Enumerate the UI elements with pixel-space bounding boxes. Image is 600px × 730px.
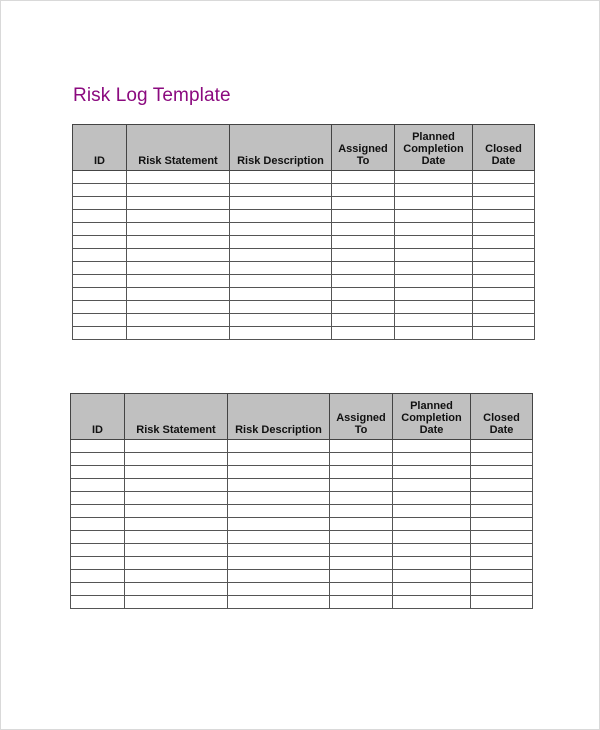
table-cell[interactable] [71,440,125,453]
table-cell[interactable] [473,223,535,236]
table-cell[interactable] [71,570,125,583]
table-cell[interactable] [471,518,533,531]
table-cell[interactable] [230,223,332,236]
table-cell[interactable] [393,453,471,466]
table-cell[interactable] [73,236,127,249]
table-cell[interactable] [125,466,228,479]
table-cell[interactable] [71,596,125,609]
table-cell[interactable] [393,596,471,609]
table-cell[interactable] [395,288,473,301]
table-cell[interactable] [71,583,125,596]
column-header-assigned-to: Assigned To [330,394,393,440]
table-cell[interactable] [332,314,395,327]
table-cell[interactable] [471,544,533,557]
column-header-id: ID [73,125,127,171]
table-cell[interactable] [230,288,332,301]
table-cell[interactable] [473,288,535,301]
table-cell[interactable] [330,518,393,531]
table-row [73,210,535,223]
table-row [73,262,535,275]
table-cell[interactable] [228,557,330,570]
table-cell[interactable] [393,583,471,596]
table-cell[interactable] [127,210,230,223]
table-cell[interactable] [127,197,230,210]
table-cell[interactable] [125,531,228,544]
table-cell[interactable] [127,314,230,327]
table-cell[interactable] [73,249,127,262]
column-header-planned-completion-date: Planned Completion Date [395,125,473,171]
table-cell[interactable] [473,236,535,249]
table-cell[interactable] [230,275,332,288]
table-row [71,531,533,544]
table-cell[interactable] [393,544,471,557]
table-body [71,440,533,609]
table-cell[interactable] [393,531,471,544]
table-cell[interactable] [230,236,332,249]
table-cell[interactable] [471,531,533,544]
table-cell[interactable] [332,327,395,340]
table-cell[interactable] [395,236,473,249]
table-cell[interactable] [73,314,127,327]
table-cell[interactable] [473,171,535,184]
table-row [71,505,533,518]
table-cell[interactable] [393,518,471,531]
table-cell[interactable] [125,492,228,505]
table-cell[interactable] [330,544,393,557]
table-cell[interactable] [71,557,125,570]
table-cell[interactable] [471,492,533,505]
table-row [71,596,533,609]
table-cell[interactable] [330,557,393,570]
table-cell[interactable] [73,171,127,184]
table-cell[interactable] [71,466,125,479]
table-cell[interactable] [125,479,228,492]
table-cell[interactable] [228,466,330,479]
table-cell[interactable] [73,210,127,223]
table-cell[interactable] [393,466,471,479]
table-cell[interactable] [71,531,125,544]
table-cell[interactable] [71,518,125,531]
table-cell[interactable] [473,301,535,314]
table-row [71,466,533,479]
table-cell[interactable] [73,301,127,314]
table-cell[interactable] [330,505,393,518]
table-cell[interactable] [73,223,127,236]
table-cell[interactable] [330,453,393,466]
table-cell[interactable] [473,210,535,223]
table-row [73,184,535,197]
table-cell[interactable] [228,596,330,609]
table-cell[interactable] [127,184,230,197]
table-row [71,479,533,492]
table-cell[interactable] [127,275,230,288]
table-cell[interactable] [471,440,533,453]
table-cell[interactable] [71,544,125,557]
table-cell[interactable] [228,544,330,557]
table-cell[interactable] [71,453,125,466]
table-cell[interactable] [127,301,230,314]
table-cell[interactable] [230,210,332,223]
column-header-risk-statement: Risk Statement [125,394,228,440]
table-row [71,440,533,453]
column-header-risk-description: Risk Description [228,394,330,440]
table-cell[interactable] [71,492,125,505]
table-cell[interactable] [393,557,471,570]
table-cell[interactable] [228,583,330,596]
table-cell[interactable] [393,570,471,583]
table-cell[interactable] [228,453,330,466]
table-cell[interactable] [471,570,533,583]
table-cell[interactable] [127,171,230,184]
table-cell[interactable] [125,557,228,570]
table-cell[interactable] [395,249,473,262]
table-cell[interactable] [393,505,471,518]
table-cell[interactable] [471,557,533,570]
page-title: Risk Log Template [73,85,231,106]
table-row [71,518,533,531]
table-cell[interactable] [330,492,393,505]
table-cell[interactable] [228,570,330,583]
risk-log-table-2 [70,393,533,609]
table-cell[interactable] [125,453,228,466]
table-cell[interactable] [71,505,125,518]
table-cell[interactable] [230,327,332,340]
table-cell[interactable] [230,249,332,262]
table-cell[interactable] [330,479,393,492]
table-cell[interactable] [228,479,330,492]
table-cell[interactable] [125,440,228,453]
table-cell[interactable] [228,518,330,531]
table-cell[interactable] [73,197,127,210]
table-row [71,544,533,557]
table-cell[interactable] [127,288,230,301]
table-row [71,583,533,596]
table-cell[interactable] [71,479,125,492]
table-cell[interactable] [473,184,535,197]
table-cell[interactable] [332,236,395,249]
table-cell[interactable] [230,301,332,314]
table-cell[interactable] [330,570,393,583]
table-cell[interactable] [127,236,230,249]
table-cell[interactable] [471,466,533,479]
table-cell[interactable] [330,596,393,609]
table-cell[interactable] [125,505,228,518]
table-cell[interactable] [332,275,395,288]
table-cell[interactable] [473,314,535,327]
table-cell[interactable] [395,210,473,223]
table-cell[interactable] [230,171,332,184]
table-row [73,301,535,314]
table-cell[interactable] [228,440,330,453]
table-cell[interactable] [332,288,395,301]
table-cell[interactable] [332,171,395,184]
column-header-closed-date: Closed Date [471,394,533,440]
table-cell[interactable] [332,210,395,223]
table-cell[interactable] [127,262,230,275]
table-header-row [71,394,533,440]
table-cell[interactable] [73,327,127,340]
table-cell[interactable] [125,583,228,596]
table-row [73,275,535,288]
column-header-assigned-to: Assigned To [332,125,395,171]
column-header-risk-description: Risk Description [230,125,332,171]
table-cell[interactable] [393,492,471,505]
table-cell[interactable] [73,184,127,197]
table-row [73,288,535,301]
table-cell[interactable] [73,262,127,275]
table-cell[interactable] [228,492,330,505]
table-cell[interactable] [471,453,533,466]
table-cell[interactable] [230,314,332,327]
table-row [73,223,535,236]
table-cell[interactable] [332,184,395,197]
table-row [73,171,535,184]
risk-log-table-1 [72,124,535,340]
table-cell[interactable] [230,262,332,275]
column-header-planned-completion-date: Planned Completion Date [393,394,471,440]
table-cell[interactable] [471,479,533,492]
table-cell[interactable] [330,466,393,479]
table-cell[interactable] [395,171,473,184]
table-row [73,236,535,249]
table-cell[interactable] [125,570,228,583]
table-cell[interactable] [395,262,473,275]
table-cell[interactable] [228,505,330,518]
table-cell[interactable] [127,249,230,262]
table-row [73,249,535,262]
column-header-risk-statement: Risk Statement [127,125,230,171]
table-row [73,314,535,327]
table-cell[interactable] [332,197,395,210]
table-cell[interactable] [125,518,228,531]
table-cell[interactable] [228,531,330,544]
table-cell[interactable] [471,583,533,596]
table-header-row [73,125,535,171]
table-cell[interactable] [73,288,127,301]
table-cell[interactable] [127,223,230,236]
table-row [71,570,533,583]
table-row [73,327,535,340]
table-cell[interactable] [230,197,332,210]
table-cell[interactable] [73,275,127,288]
table-cell[interactable] [471,596,533,609]
table-cell[interactable] [473,197,535,210]
table-cell[interactable] [395,314,473,327]
table-cell[interactable] [473,262,535,275]
column-header-closed-date: Closed Date [473,125,535,171]
table-cell[interactable] [395,197,473,210]
table-cell[interactable] [395,327,473,340]
table-cell[interactable] [332,301,395,314]
table-cell[interactable] [473,275,535,288]
table-cell[interactable] [127,327,230,340]
table-body [73,171,535,340]
table-cell[interactable] [393,479,471,492]
table-cell[interactable] [473,327,535,340]
table-cell[interactable] [395,223,473,236]
table-row [71,557,533,570]
table-cell[interactable] [393,440,471,453]
table-row [73,197,535,210]
table-cell[interactable] [330,531,393,544]
table-cell[interactable] [332,249,395,262]
table-cell[interactable] [471,505,533,518]
table-cell[interactable] [330,583,393,596]
table-cell[interactable] [332,262,395,275]
table-row [71,492,533,505]
table-cell[interactable] [125,544,228,557]
table-cell[interactable] [395,301,473,314]
table-cell[interactable] [330,440,393,453]
table-cell[interactable] [395,275,473,288]
table-cell[interactable] [125,596,228,609]
column-header-id: ID [71,394,125,440]
table-cell[interactable] [230,184,332,197]
table-row [71,453,533,466]
table-cell[interactable] [395,184,473,197]
table-cell[interactable] [473,249,535,262]
table-cell[interactable] [332,223,395,236]
